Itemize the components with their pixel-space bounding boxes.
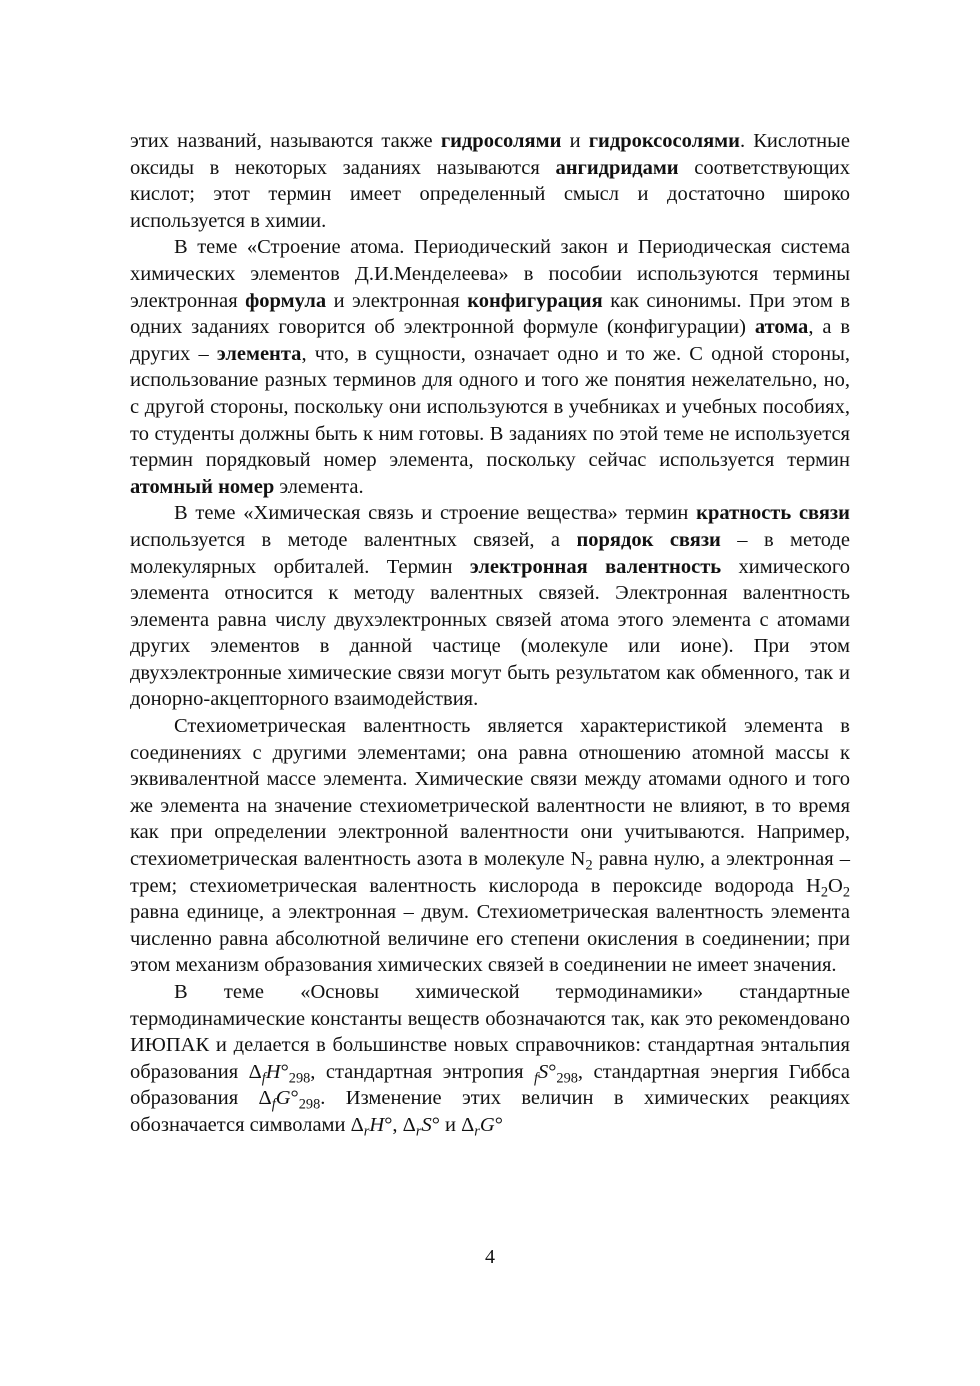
bold-term: атома	[754, 316, 809, 339]
subscript: r	[363, 1123, 370, 1140]
subscript: 298	[288, 1070, 311, 1087]
paragraph-3: В теме «Химическая связь и строение вещества» термин кратность связи используется в методе валентных связей, а порядок связи – в методе молекулярных орбиталей. Термин электронная валентность химического элемента относится к методу валентных связей. Электронная валентность элемента равна числу двухэлектронных связей атома этого элемента с атомами других элементов в данной частице (молекуле или ионе). При этом двухэлектронные химические связи могут быть результатом как обменного, так и донорно-акцепторного взаимодействия.	[130, 502, 851, 711]
bold-term: кратность связи	[696, 502, 850, 525]
bold-term: электронная валентность	[469, 555, 722, 578]
paragraph-2: В теме «Строение атома. Периодический закон и Периодическая система химических элементов Д.И.Менделеева» в пособии используются термины электронная формула и электронная конфигурация как синонимы. При этом в одних заданиях говорится об электронной формуле (конфигурации) атома, а в других – элемента, что, в сущности, означает одно и то же. С одной стороны, использование разных терминов для одного и того же понятия нежелательно, но, с другой стороны, поскольку они используются в учебниках и учебных пособиях, то студенты должны быть к ним готовы. В заданиях по этой теме не используется термин порядковый номер элемента, поскольку сейчас используется термин атомный номер элемента.	[130, 236, 851, 498]
subscript: 2	[842, 883, 850, 900]
bold-term: ангидридами	[555, 156, 679, 179]
paragraph-1: этих названий, называются также гидросолями и гидроксосолями. Кислотные оксиды в некоторых заданиях называются ангидридами соответствующих кислот; этот термин имеет определенный смысл и достаточно широко используется в химии.	[130, 130, 850, 232]
subscript: 2	[820, 883, 829, 900]
subscript: f	[271, 1096, 276, 1113]
bold-term: гидроксосолями	[588, 130, 740, 152]
subscript: f	[261, 1070, 266, 1087]
subscript: 298	[556, 1070, 578, 1087]
bold-term: конфигурация	[467, 289, 603, 312]
bold-term: порядок связи	[576, 528, 721, 551]
page-number: 4	[485, 1246, 495, 1268]
subscript: r	[415, 1123, 422, 1140]
bold-term: гидросолями	[440, 130, 562, 152]
subscript: f	[533, 1070, 538, 1087]
page-body	[130, 128, 850, 1139]
italic-symbol: G	[275, 1087, 291, 1110]
paragraph-4: Стехиометрическая валентность является характеристикой элемента в соединениях с другими элементами; она равна отношению атомной массы к эквивалентной массе элемента. Химические связи между атомами одного и того же элемента на значение стехиометрической валентности не влияют, в то время как при определении электронной валентности они учитываются. Например, стехиометрическая валентность азота в молекуле $N_2$ равна нулю, а электронная – трем; стехиометрическая валентность кислорода в пероксиде водорода $H_2O_2$ равна единице, а электронная – двум. Стехиометрическая валентность элемента численно равна абсолютной величине его степени окисления в соединении; при этом механизм образования химических связей в соединении не имеет значения.	[130, 715, 850, 977]
italic-symbol: H	[265, 1060, 281, 1083]
subscript: 2	[585, 857, 593, 874]
bold-term: формула	[245, 289, 327, 312]
subscript: r	[474, 1123, 480, 1140]
italic-symbol: S	[537, 1060, 549, 1083]
paragraph-5: В теме «Основы химической термодинамики» стандартные термодинамические константы веществ обозначаются так, как это рекомендовано ИЮПАК и делается в большинстве новых справочников: стандартная энтальпия образования $\Delta_fH^\circ_{298}$, стандартная энтропия $_fS^\circ_{298}$, стандартная энергия Гиббса образования $\Delta_fG^\circ_{298}$. Изменение этих величин в химических реакциях обозначается символами $\Delta_rH^\circ$, $\Delta_rS^\circ$ и $\Delta_rG^\circ$	[130, 981, 851, 1140]
bold-term: атомный номер	[130, 475, 275, 498]
italic-symbol: S	[421, 1113, 432, 1136]
italic-symbol: H	[369, 1113, 385, 1136]
bold-term: элемента	[216, 342, 302, 365]
subscript: 298	[298, 1096, 321, 1113]
italic-symbol: G	[479, 1113, 495, 1136]
